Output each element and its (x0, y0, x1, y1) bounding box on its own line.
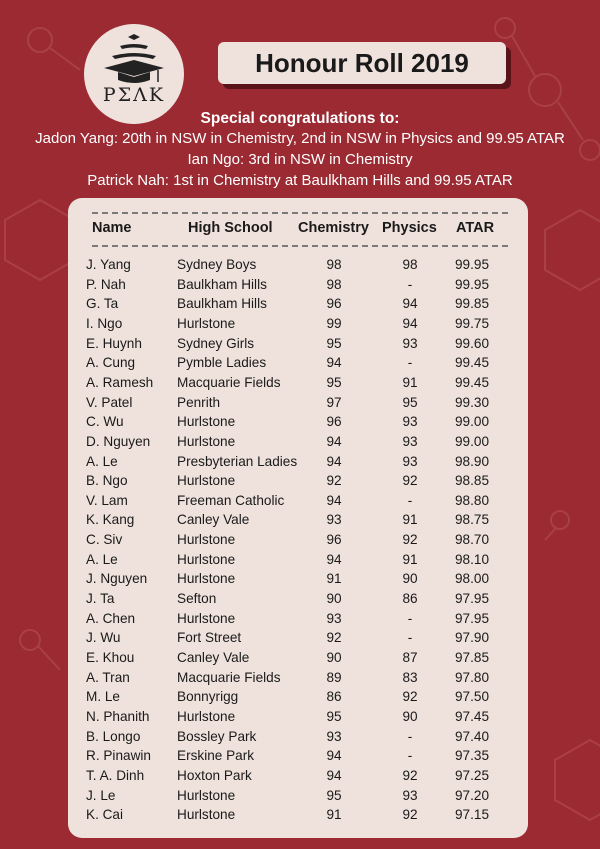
table-row (68, 788, 528, 808)
name-cell: A. Le (86, 551, 118, 567)
atar-cell: 99.45 (454, 374, 490, 390)
atar-cell: 97.95 (454, 591, 490, 607)
physics-cell: 91 (402, 374, 418, 390)
peak-logo (84, 24, 184, 124)
school-cell: Hurlstone (177, 433, 236, 449)
table-row (68, 807, 528, 827)
chemistry-cell: 95 (326, 708, 342, 724)
physics-cell: - (407, 630, 413, 646)
table-row (68, 552, 528, 572)
chemistry-cell: 94 (326, 767, 342, 783)
table-row (68, 689, 528, 709)
school-cell: Hurlstone (177, 551, 236, 567)
chemistry-cell: 94 (326, 433, 342, 449)
table-row (68, 571, 528, 591)
table-row (68, 532, 528, 552)
table-row (68, 316, 528, 336)
logo-wordmark: PΣΛK (102, 84, 166, 106)
table-row (68, 670, 528, 690)
chemistry-cell: 93 (326, 512, 342, 528)
table-row (68, 512, 528, 532)
column-header-chemistry: Chemistry (298, 220, 369, 236)
name-cell: A. Ramesh (86, 374, 154, 390)
school-cell: Canley Vale (177, 512, 250, 528)
physics-cell: 86 (402, 591, 418, 607)
physics-cell: 92 (402, 532, 418, 548)
school-cell: Baulkham Hills (177, 296, 267, 312)
name-cell: A. Chen (86, 610, 136, 626)
school-cell: Hurlstone (177, 473, 236, 489)
physics-cell: 92 (402, 767, 418, 783)
table-row (68, 454, 528, 474)
column-header-physics: Physics (382, 220, 437, 236)
physics-cell: 87 (402, 650, 418, 665)
atar-cell: 98.90 (454, 453, 490, 469)
atar-cell: 99.30 (454, 394, 490, 410)
physics-cell: - (407, 492, 413, 508)
physics-cell: 93 (402, 787, 418, 803)
table-row (68, 709, 528, 729)
physics-cell: 93 (402, 433, 418, 449)
chemistry-cell: 95 (326, 787, 342, 803)
name-cell: I. Ngo (86, 315, 123, 331)
graduation-cap-icon (84, 24, 184, 124)
atar-cell: 97.90 (454, 630, 490, 646)
physics-cell: 91 (402, 512, 418, 528)
name-cell: P. Nah (86, 276, 126, 292)
atar-cell: 97.25 (454, 767, 490, 783)
name-cell: K. Kang (86, 512, 135, 528)
physics-cell: - (407, 748, 413, 764)
table-row (68, 336, 528, 356)
school-cell: Freeman Catholic (177, 492, 285, 508)
chemistry-cell: 93 (326, 728, 342, 744)
chemistry-cell: 94 (326, 453, 342, 469)
name-cell: R. Pinawin (86, 748, 151, 764)
atar-cell: 99.60 (454, 335, 490, 351)
atar-cell: 97.85 (454, 650, 490, 665)
atar-cell: 98.75 (454, 512, 490, 528)
school-cell: Hurlstone (177, 414, 236, 430)
school-cell: Hurlstone (177, 571, 236, 587)
chemistry-cell: 93 (326, 610, 342, 626)
physics-cell: - (407, 276, 413, 292)
atar-cell: 98.10 (454, 551, 490, 567)
chemistry-cell: 98 (326, 276, 342, 292)
table-row (68, 277, 528, 297)
atar-cell: 97.50 (454, 689, 490, 705)
table-row (68, 296, 528, 316)
chemistry-cell: 96 (326, 532, 342, 548)
name-cell: E. Huynh (86, 335, 142, 351)
physics-cell: - (407, 355, 413, 371)
school-cell: Sydney Girls (177, 335, 255, 351)
atar-cell: 97.40 (454, 728, 490, 744)
name-cell: M. Le (86, 689, 120, 705)
chemistry-cell: 95 (326, 374, 342, 390)
table-row (68, 434, 528, 454)
chemistry-cell: 99 (326, 315, 342, 331)
chemistry-cell: 86 (326, 689, 342, 705)
chemistry-cell: 96 (326, 414, 342, 430)
name-cell: K. Cai (86, 807, 124, 823)
chemistry-cell: 94 (326, 748, 342, 764)
physics-cell: 93 (402, 335, 418, 351)
table-row (68, 591, 528, 611)
physics-cell: 94 (402, 296, 418, 312)
physics-cell: - (407, 728, 413, 744)
table-row (68, 748, 528, 768)
chemistry-cell: 92 (326, 473, 342, 489)
chemistry-cell: 89 (326, 669, 342, 685)
physics-cell: 94 (402, 315, 418, 331)
title-banner (218, 42, 506, 84)
honour-roll-table (68, 198, 528, 838)
school-cell: Macquarie Fields (177, 374, 281, 390)
atar-cell: 97.15 (454, 807, 490, 823)
school-cell: Macquarie Fields (177, 669, 281, 685)
name-cell: J. Yang (86, 257, 131, 272)
school-cell: Baulkham Hills (177, 276, 267, 292)
chemistry-cell: 95 (326, 335, 342, 351)
physics-cell: 93 (402, 414, 418, 430)
name-cell: A. Tran (86, 669, 130, 685)
school-cell: Pymble Ladies (177, 355, 267, 371)
atar-cell: 99.95 (454, 257, 490, 272)
chemistry-cell: 91 (326, 571, 342, 587)
name-cell: J. Ta (86, 591, 115, 607)
column-header-atar: ATAR (456, 220, 495, 236)
name-cell: V. Patel (86, 394, 133, 410)
atar-cell: 98.85 (454, 473, 490, 489)
name-cell: B. Ngo (86, 473, 128, 489)
congrats-line: Jadon Yang: 20th in NSW in Chemistry, 2nd in NSW in Physics and 99.95 ATAR (35, 130, 565, 147)
table-row (68, 493, 528, 513)
atar-cell: 98.80 (454, 492, 490, 508)
physics-cell: 90 (402, 708, 418, 724)
physics-cell: 92 (402, 807, 418, 823)
name-cell: T. A. Dinh (86, 767, 145, 783)
atar-cell: 97.35 (454, 748, 490, 764)
chemistry-cell: 90 (326, 650, 342, 665)
physics-cell: 90 (402, 571, 418, 587)
congrats-heading: Special congratulations to: (200, 110, 400, 127)
school-cell: Fort Street (177, 630, 242, 646)
divider (92, 212, 508, 214)
column-header-school: High School (188, 220, 273, 236)
chemistry-cell: 96 (326, 296, 342, 312)
atar-cell: 97.45 (454, 708, 490, 724)
name-cell: J. Nguyen (86, 571, 148, 587)
table-row (68, 414, 528, 434)
school-cell: Hurlstone (177, 708, 236, 724)
chemistry-cell: 92 (326, 630, 342, 646)
name-cell: A. Le (86, 453, 118, 469)
table-row (68, 768, 528, 788)
congrats-line: Ian Ngo: 3rd in NSW in Chemistry (187, 151, 413, 168)
school-cell: Penrith (177, 394, 221, 410)
school-cell: Erskine Park (177, 748, 255, 764)
school-cell: Hoxton Park (177, 767, 252, 783)
name-cell: N. Phanith (86, 708, 150, 724)
physics-cell: 91 (402, 551, 418, 567)
name-cell: C. Siv (86, 532, 123, 548)
physics-cell: 83 (402, 669, 418, 685)
table-row (68, 473, 528, 493)
chemistry-cell: 90 (326, 591, 342, 607)
physics-cell: 98 (402, 257, 418, 272)
name-cell: G. Ta (86, 296, 119, 312)
physics-cell: 92 (402, 473, 418, 489)
atar-cell: 98.00 (454, 571, 490, 587)
table-row (68, 355, 528, 375)
atar-cell: 99.45 (454, 355, 490, 371)
school-cell: Hurlstone (177, 532, 236, 548)
congrats-line: Patrick Nah: 1st in Chemistry at Baulkham Hills and 99.95 ATAR (87, 172, 513, 189)
school-cell: Hurlstone (177, 787, 236, 803)
name-cell: C. Wu (86, 414, 124, 430)
school-cell: Bossley Park (177, 728, 257, 744)
chemistry-cell: 94 (326, 355, 342, 371)
physics-cell: 95 (402, 394, 418, 410)
school-cell: Bonnyrigg (177, 689, 239, 705)
atar-cell: 99.85 (454, 296, 490, 312)
chemistry-cell: 97 (326, 394, 342, 410)
name-cell: E. Khou (86, 650, 135, 665)
physics-cell: 93 (402, 453, 418, 469)
physics-cell: - (407, 610, 413, 626)
table-row (68, 375, 528, 395)
school-cell: Sefton (177, 591, 217, 607)
name-cell: A. Cung (86, 355, 136, 371)
table-row (68, 729, 528, 749)
atar-cell: 97.95 (454, 610, 490, 626)
atar-cell: 99.75 (454, 315, 490, 331)
name-cell: J. Le (86, 787, 116, 803)
name-cell: J. Wu (86, 630, 121, 646)
column-header-name: Name (92, 220, 132, 236)
chemistry-cell: 91 (326, 807, 342, 823)
table-row (68, 650, 528, 670)
table-row (68, 395, 528, 415)
table-row (68, 257, 528, 277)
physics-cell: 92 (402, 689, 418, 705)
divider (92, 245, 508, 247)
name-cell: B. Longo (86, 728, 141, 744)
table-row (68, 630, 528, 650)
atar-cell: 99.00 (454, 433, 490, 449)
school-cell: Hurlstone (177, 807, 236, 823)
atar-cell: 97.80 (454, 669, 490, 685)
atar-cell: 98.70 (454, 532, 490, 548)
chemistry-cell: 94 (326, 551, 342, 567)
school-cell: Canley Vale (177, 650, 250, 665)
atar-cell: 99.00 (454, 414, 490, 430)
atar-cell: 97.20 (454, 787, 490, 803)
name-cell: D. Nguyen (86, 433, 151, 449)
table-row (68, 611, 528, 631)
school-cell: Sydney Boys (177, 257, 257, 272)
name-cell: V. Lam (86, 492, 128, 508)
school-cell: Presbyterian Ladies (177, 453, 298, 469)
chemistry-cell: 94 (326, 492, 342, 508)
page-title: Honour Roll 2019 (255, 47, 469, 78)
school-cell: Hurlstone (177, 315, 236, 331)
school-cell: Hurlstone (177, 610, 236, 626)
atar-cell: 99.95 (454, 276, 490, 292)
chemistry-cell: 98 (326, 257, 342, 272)
